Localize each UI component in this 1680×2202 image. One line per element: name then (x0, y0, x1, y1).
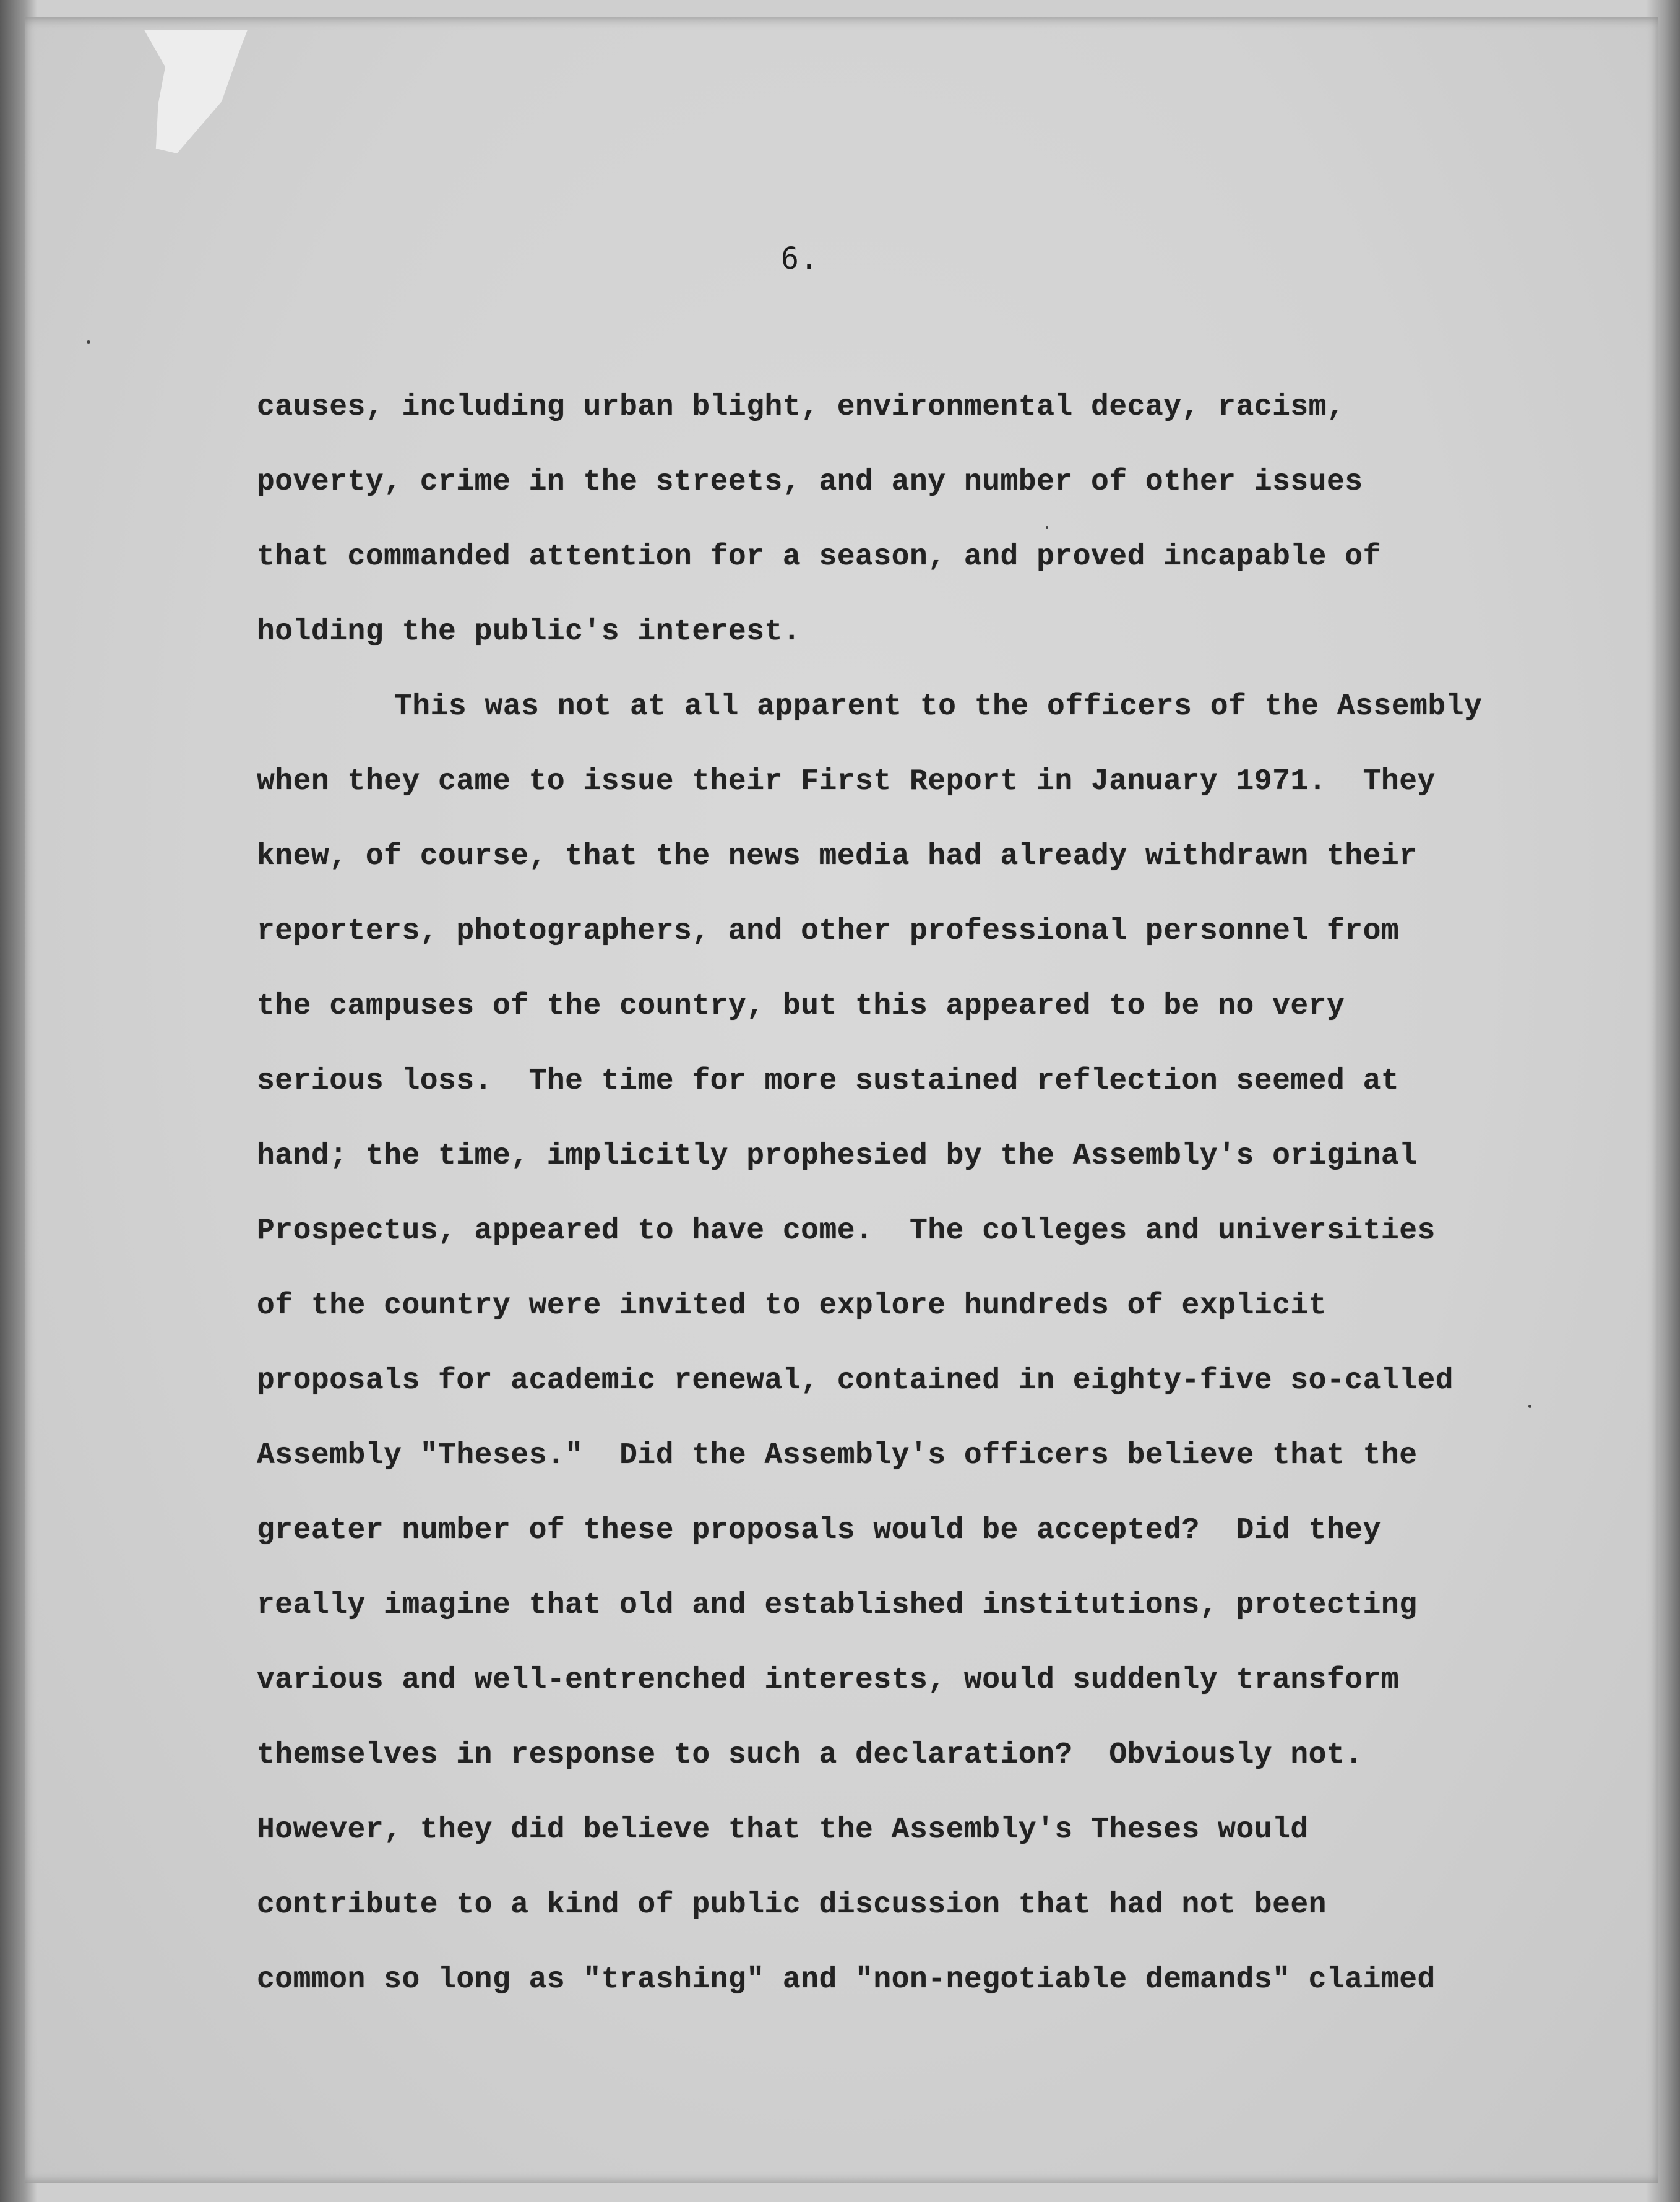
text-line: themselves in response to such a declaration? Obviously not. (257, 1738, 1363, 1772)
text-line: common so long as "trashing" and "non-negotiable demands" claimed (257, 1963, 1436, 1997)
page-number: 6. (781, 241, 819, 276)
text-line: serious loss. The time for more sustained reflection seemed at (257, 1064, 1400, 1098)
text-line: that commanded attention for a season, and proved incapable of (257, 540, 1381, 574)
text-line: greater number of these proposals would be accepted? Did they (257, 1514, 1381, 1547)
text-line: proposals for academic renewal, contained in eighty-five so-called (257, 1364, 1454, 1397)
scan-speck (87, 340, 90, 344)
paragraph-first-line: This was not at all apparent to the officers of the Assembly (394, 690, 1483, 723)
text-line: knew, of course, that the news media had already withdrawn their (257, 840, 1418, 873)
text-line: holding the public's interest. (257, 615, 801, 649)
body-text (257, 389, 1581, 2036)
text-line: of the country were invited to explore hundreds of explicit (257, 1289, 1327, 1323)
text-line: hand; the time, implicitly prophesied by the Assembly's original (257, 1139, 1418, 1173)
text-line: really imagine that old and established institutions, protecting (257, 1589, 1418, 1622)
text-line: However, they did believe that the Assembly's Theses would (257, 1813, 1309, 1847)
folded-corner (130, 30, 248, 153)
text-line: poverty, crime in the streets, and any number of other issues (257, 465, 1363, 499)
text-line: Assembly "Theses." Did the Assembly's officers believe that the (257, 1439, 1418, 1472)
text-line: various and well-entrenched interests, would suddenly transform (257, 1664, 1400, 1697)
text-line: reporters, photographers, and other professional personnel from (257, 915, 1400, 948)
text-line: the campuses of the country, but this appeared to be no very (257, 990, 1345, 1023)
text-line: when they came to issue their First Report in January 1971. They (257, 765, 1436, 798)
text-line: Prospectus, appeared to have come. The colleges and universities (257, 1214, 1436, 1248)
text-line: causes, including urban blight, environmental decay, racism, (257, 391, 1345, 424)
text-line: contribute to a kind of public discussion that had not been (257, 1888, 1327, 1922)
